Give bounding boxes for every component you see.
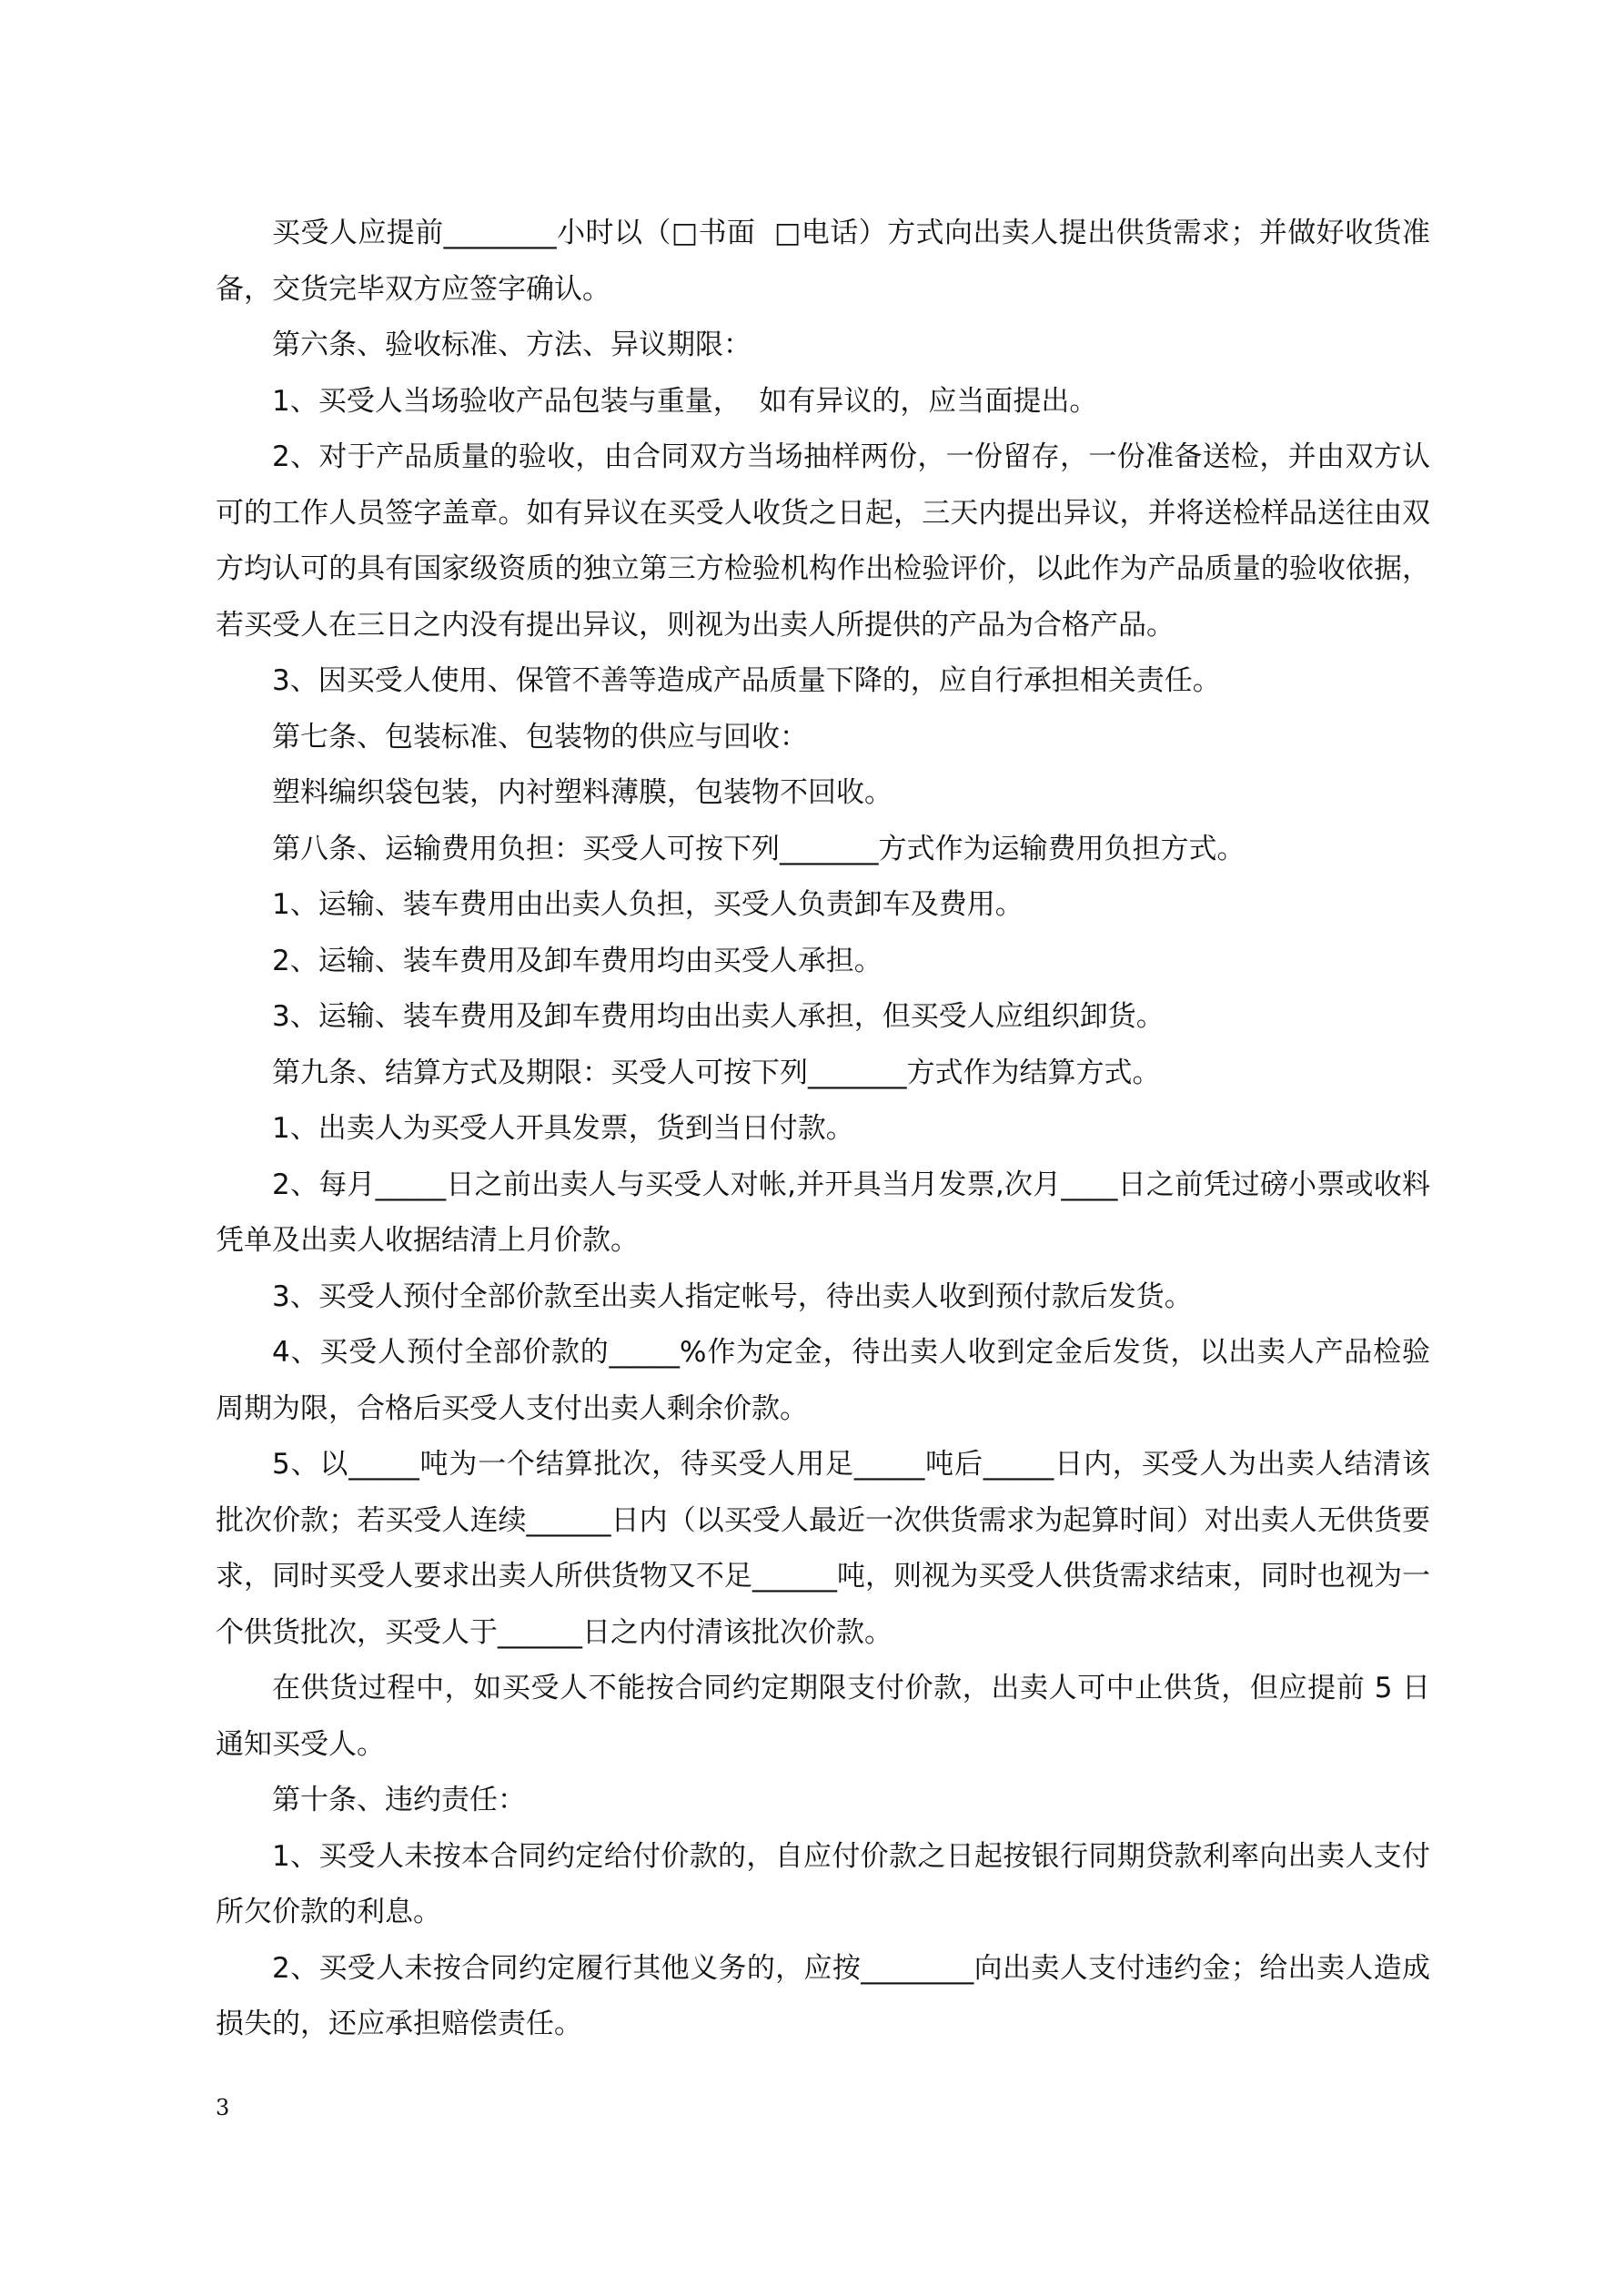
heading-article-9: 第九条、结算方式及期限：买受人可按下列_______方式作为结算方式。 xyxy=(272,1056,1161,1089)
paragraph-article-9-item-4: 4、买受人预付全部价款的_____%作为定金，待出卖人收到定金后发货，以出卖人产品检验周期为限，合格后买受人支付出卖人剩余价款。 xyxy=(216,1336,1430,1425)
paragraph-article-9-item-1: 1、出卖人为买受人开具发票，货到当日付款。 xyxy=(272,1112,854,1145)
document-body xyxy=(216,206,1430,2053)
paragraph-article-8-item-2: 2、运输、装车费用及卸车费用均由买受人承担。 xyxy=(272,944,883,977)
heading-article-8: 第八条、运输费用负担：买受人可按下列_______方式作为运输费用负担方式。 xyxy=(272,832,1246,865)
heading-article-6: 第六条、验收标准、方法、异议期限： xyxy=(272,329,751,361)
paragraph-article-7-body: 塑料编织袋包装，内衬塑料薄膜，包装物不回收。 xyxy=(272,776,893,809)
paragraph-article-6-item-1: 1、买受人当场验收产品包装与重量， 如有异议的，应当面提出。 xyxy=(272,384,1098,418)
heading-article-10: 第十条、违约责任： xyxy=(272,1784,526,1816)
paragraph-article-6-item-2: 2、对于产品质量的验收，由合同双方当场抽样两份，一份留存，一份准备送检，并由双方认可的工作人员签字盖章。如有异议在买受人收货之日起，三天内提出异议，并将送检样品送往由双方均认可的具有国家级资质的独立第三方检验机构作出检验评价，以此作为产品质量的验收依据，若买受人在三日之内没有提出异议，则视为出卖人所提供的产品为合格产品。 xyxy=(216,440,1430,642)
paragraph-article-9-item-2: 2、每月_____日之前出卖人与买受人对帐,并开具当月发票,次月____日之前凭过磅小票或收料凭单及出卖人收据结清上月价款。 xyxy=(216,1168,1430,1257)
paragraph-article-9-item-3: 3、买受人预付全部价款至出卖人指定帐号，待出卖人收到预付款后发货。 xyxy=(272,1279,1193,1313)
heading-article-7: 第七条、包装标准、包装物的供应与回收： xyxy=(272,720,808,754)
paragraph-article-8-item-1: 1、运输、装车费用由出卖人负担，买受人负责卸车及费用。 xyxy=(272,888,1024,921)
paragraph-delivery-notice: 买受人应提前________小时以（□书面 □电话）方式向出卖人提出供货需求；并做好收货准备，交货完毕双方应签字确认。 xyxy=(216,217,1430,306)
page-number: 3 xyxy=(216,2095,230,2120)
paragraph-article-8-item-3: 3、运输、装车费用及卸车费用均由出卖人承担，但买受人应组织卸货。 xyxy=(272,1000,1165,1033)
paragraph-article-10-item-1: 1、买受人未按本合同约定给付价款的，自应付价款之日起按银行同期贷款利率向出卖人支付所欠价款的利息。 xyxy=(216,1839,1430,1928)
paragraph-article-9-item-5: 5、以_____吨为一个结算批次，待买受人用足_____吨后_____日内，买受人为出卖人结清该批次价款；若买受人连续______日内（以买受人最近一次供货需求为起算时间）对出卖人无供货要求，同时买受人要求出卖人所供货物又不足______吨，则视为买受人供货需求结束，同时也视为一个供货批次，买受人于______日之内付清该批次价款。 xyxy=(216,1448,1430,1649)
paragraph-article-9-suspension: 在供货过程中，如买受人不能按合同约定期限支付价款，出卖人可中止供货，但应提前 5 日通知买受人。 xyxy=(216,1672,1430,1761)
paragraph-article-10-item-2: 2、买受人未按合同约定履行其他义务的，应按________向出卖人支付违约金；给出卖人造成损失的，还应承担赔偿责任。 xyxy=(216,1951,1430,2040)
paragraph-article-6-item-3: 3、因买受人使用、保管不善等造成产品质量下降的，应自行承担相关责任。 xyxy=(272,664,1221,697)
